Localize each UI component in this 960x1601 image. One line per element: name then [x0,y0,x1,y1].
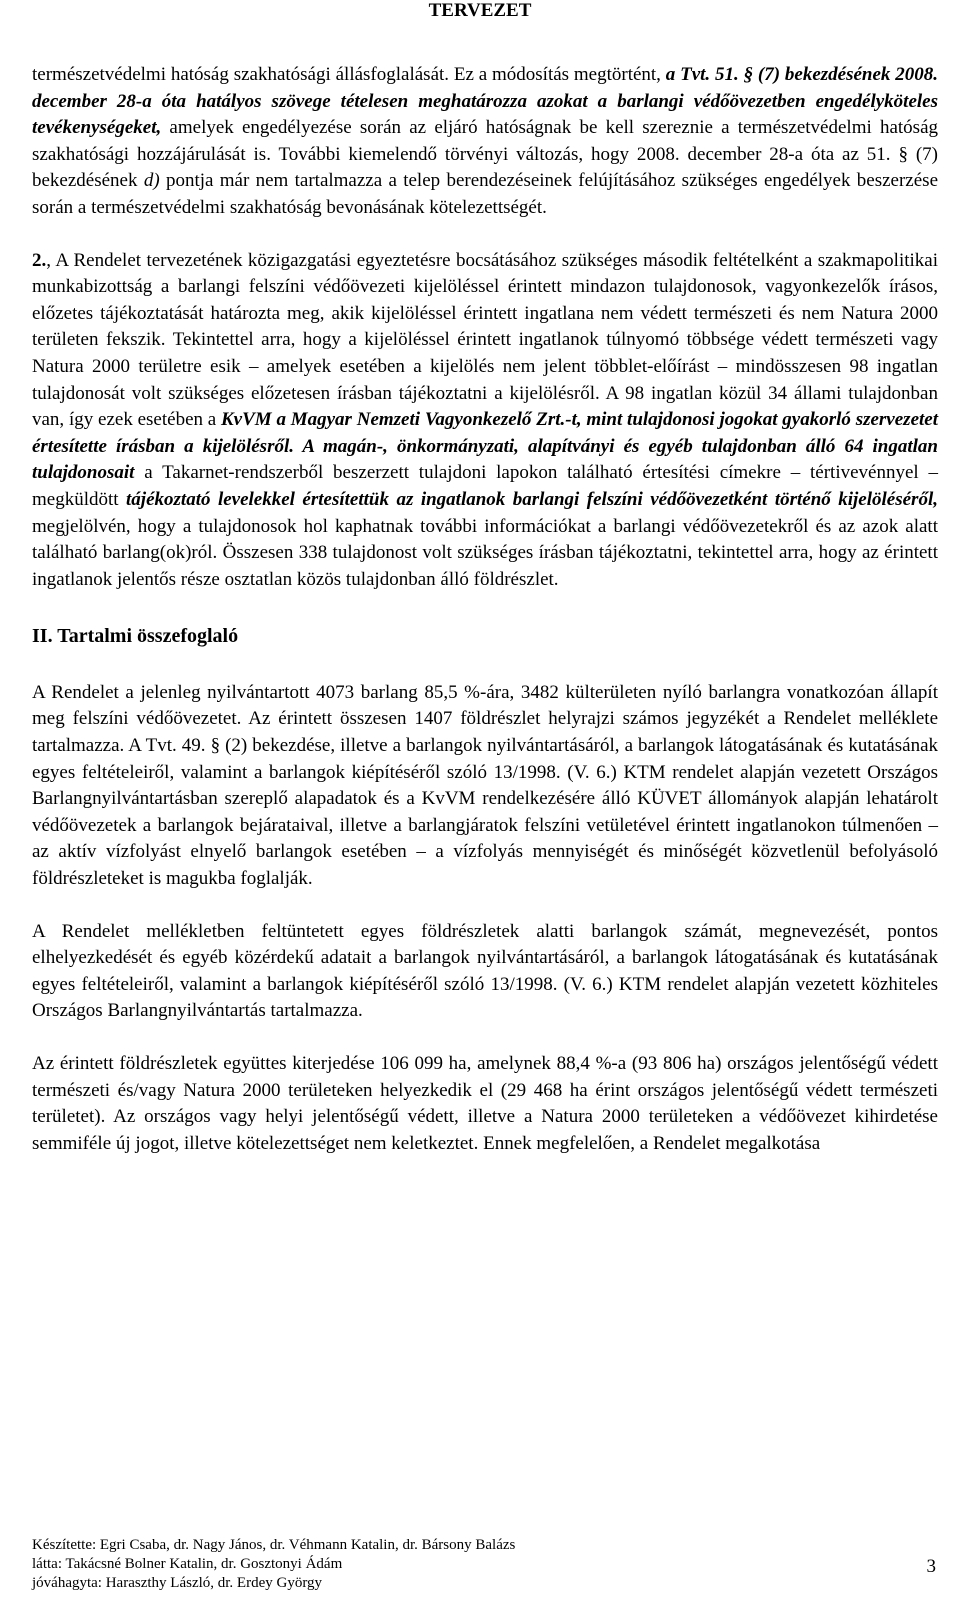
paragraph-4: A Rendelet mellékletben feltüntetett egyes földrészletek alatti barlangok számát, megnevezését, pontos elhelyezkedését és egyéb közérdekű adatait a barlangok nyilvántartásáról, a barlangok látogatásának és kutatásának egyes feltételeiről, valamint a barlangok kiépítéséről szóló 13/1998. (V. 6.) KTM rendelet alapján vezetett közhiteles Országos Barlangnyilvántartás tartalmazza. [32,920,938,1022]
page-number: 3 [926,1556,936,1577]
footer-authors: Készítette: Egri Csaba, dr. Nagy János, dr. Véhmann Katalin, dr. Bársony Balázs [32,1537,516,1553]
section-title: II. Tartalmi összefoglaló [32,625,239,648]
document-footer [32,1536,515,1593]
paragraph-2: 2., A Rendelet tervezetének közigazgatási egyeztetésre bocsátásához szükséges második feltételként a szakmapolitikai munkabizottság a barlangi felszíni védőövezeti kijelöléssel érintett mindazon tulajdonosok, vagyonkezelők írásos, előzetes tájékoztatását határozta meg, akik kijelöléssel érintett ingatlana nem védett természeti és nem Natura 2000 területen fekszik. Tekintettel arra, hogy a kijelöléssel érintett ingatlanok túlnyomó többsége védett természeti vagy Natura 2000 területre esik – amelyek esetében a kijelölés nem jelent többlet-előírást – mindösszesen 98 ingatlan tulajdonosát volt szükséges előzetesen írásban tájékoztatni a kijelölésről. A 98 ingatlan közül 34 állami tulajdonban van, így ezek esetében a KvVM a Magyar Nemzeti Vagyonkezelő Zrt.-t, mint tulajdonosi jogokat gyakorló szervezetet értesítette írásban a kijelölésről. A magán-, önkormányzati, alapítványi és egyéb tulajdonban álló 64 ingatlan tulajdonosait a Takarnet-rendszerből beszerzett tulajdoni lapokon található értesítési címekre – tértivevénnyel – megküldött tájékoztató levelekkel értesítettük az ingatlanok barlangi felszíni védőövezetként történő kijelöléséről, megjelölvén, hogy a tulajdonosok hol kaphatnak további információkat a barlangi védőövezetekről és az azok alatt található barlang(ok)ról. Összesen 338 tulajdonost volt szükséges írásban tájékoztatni, tekintettel arra, hogy az érintett ingatlanok jelentős része osztatlan közös tulajdonban álló földrészlet. [32,249,938,590]
paragraph-5: Az érintett földrészletek együttes kiterjedése 106 099 ha, amelynek 88,4 %-a (93 806 ha) országos jelentőségű védett természeti és/vagy Natura 2000 területeken helyezkedik el (29 468 ha érint országos jelentőségű védett természeti területet). Az országos vagy helyi jelentőségű védett, illetve a Natura 2000 területeken a védőövezet kihirdetése semmiféle új jogot, illetve kötelezettséget nem keletkeztet. Ennek megfelelően, a Rendelet megalkotása [32,1053,938,1154]
footer-reviewers: látta: Takácsné Bolner Katalin, dr. Gosztonyi Ádám [32,1556,343,1572]
document-body [32,62,938,1157]
paragraph-1: természetvédelmi hatóság szakhatósági állásfoglalását. Ez a módosítás megtörtént, a Tvt. 51. § (7) bekezdésének 2008. december 28-a óta hatályos szövege tételesen meghatározza azokat a barlangi védőövezetben engedélyköteles tevékenységeket, amelyek engedélyezése során az eljáró hatóságnak be kell szereznie a természetvédelmi hatóság szakhatósági hozzájárulását is. További kiemelendő törvényi változás, hogy 2008. december 28-a óta az 51. § (7) bekezdésének d) pontja már nem tartalmazza a telep berendezéseinek felújításához szükséges engedélyek beszerzése során a természetvédelmi szakhatóság bevonásának kötelezettségét. [32,64,939,218]
paragraph-3: A Rendelet a jelenleg nyilvántartott 4073 barlang 85,5 %-ára, 3482 külterületen nyíló barlangra vonatkozóan állapít meg felszíni védőövezetet. Az érintett összesen 1407 földrészlet helyrajzi számos jegyzékét a Rendelet melléklete tartalmazza. A Tvt. 49. § (2) bekezdése, illetve a barlangok nyilvántartásáról, a barlangok látogatásának és kutatásának egyes feltételeiről, valamint a barlangok kiépítéséről szóló 13/1998. (V. 6.) KTM rendelet alapján vezetett Országos Barlangnyilvántartásban szereplő alapadatok és a KvVM rendelkezésére álló KÜVET állományok alapján lehatárolt védőövezetek a barlangok bejárataival, illetve a barlangjáratok felszíni vetületével érintett ingatlanokon túlmenően – az aktív vízfolyást elnyelő barlangok esetében – a vízfolyás mennyiségét és minőségét közvetlenül befolyásoló földrészleteket is magukba foglalják. [32,681,938,890]
document-header: TERVEZET [428,0,532,21]
footer-approvers: jóváhagyta: Haraszthy László, dr. Erdey György [32,1575,323,1591]
